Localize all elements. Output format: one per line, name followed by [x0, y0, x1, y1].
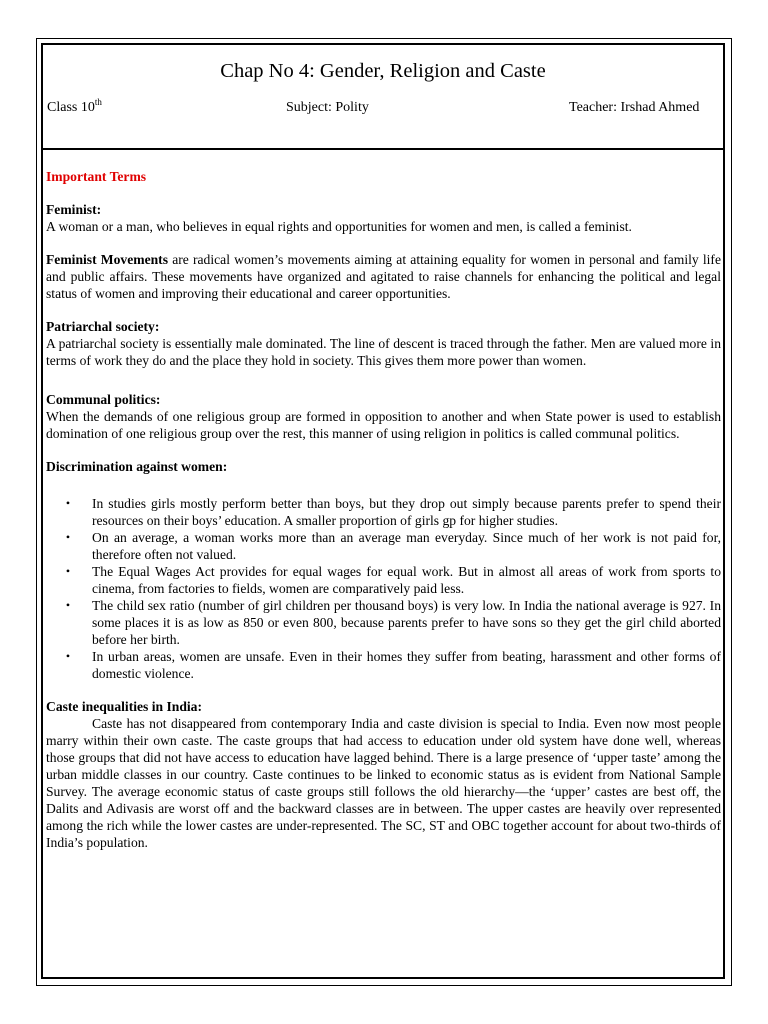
patriarchal-definition: A patriarchal society is essentially male dominated. The line of descent is traced through the father. Men are valued more in terms of work they do and the place they hold in society. This gives them more power than women. — [46, 336, 721, 368]
communal-heading: Communal politics: — [46, 392, 161, 407]
caste-heading: Caste inequalities in India: — [46, 699, 202, 714]
header-divider — [41, 148, 725, 150]
bullet-icon: • — [65, 649, 71, 663]
bullet-icon: • — [65, 564, 71, 578]
teacher-label: Teacher: Irshad Ahmed — [569, 100, 700, 115]
list-item: • The child sex ratio (number of girl children per thousand boys) is very low. In India the national average is 927. In some places it is as low as 850 or even 800, because parents prefer to have sons so they get the girl child aborted before her birth. — [46, 597, 721, 648]
list-item: • The Equal Wages Act provides for equal wages for equal work. But in almost all areas of work from sports to cinema, from factories to fields, women are comparatively paid less. — [46, 563, 721, 597]
discrimination-heading: Discrimination against women: — [46, 459, 228, 474]
patriarchal-heading: Patriarchal society: — [46, 319, 160, 334]
bullet-icon: • — [65, 598, 71, 612]
caste-paragraph: Caste has not disappeared from contemporary India and caste division is special to India. Even now most people marry within their own caste. The caste groups that had access to education under old system have done well, whereas those groups that did not have access to education have lagged behind. There is a large presence of ‘upper taste’ among the urban middle classes in our country. Caste continues to be linked to economic status as is evident from National Sample Survey. The average economic status of caste groups still follows the old hierarchy—the ‘upper’ castes are best off, the Dalits and Adivasis are worst off and the backward classes are in between. The upper castes are heavily over represented among the rich while the lower castes are under-represented. The SC, ST and OBC together account for about two-thirds of India’s population. — [46, 716, 721, 850]
bullet-icon: • — [65, 530, 71, 544]
feminist-movements-text: are radical women’s movements aiming at attaining equality for women in personal and family life and public affairs. These movements have organized and agitated to raise channels for enhancing the political and legal status of women and improving their educational and career opportunities. — [46, 252, 721, 301]
list-item: • In studies girls mostly perform better than boys, but they drop out simply because parents prefer to spend their resources on their boys’ education. A smaller proportion of girls gp for higher studies. — [46, 495, 721, 529]
feminist-movements-lead: Feminist Movements — [46, 252, 168, 267]
document-body — [46, 168, 721, 851]
feminist-movements-paragraph — [46, 251, 721, 302]
important-terms-heading: Important Terms — [46, 169, 147, 184]
class-text: Class 10 — [47, 100, 95, 115]
class-superscript: th — [94, 97, 102, 107]
bullet-icon: • — [65, 496, 71, 510]
document-title: Chap No 4: Gender, Religion and Caste — [220, 60, 546, 82]
list-item: • In urban areas, women are unsafe. Even in their homes they suffer from beating, harassment and other forms of domestic violence. — [46, 648, 721, 682]
list-item: • On an average, a woman works more than an average man everyday. Since much of her work is not paid for, therefore often not valued. — [46, 529, 721, 563]
feminist-definition: A woman or a man, who believes in equal rights and opportunities for women and men, is called a feminist. — [46, 219, 632, 234]
feminist-heading: Feminist: — [46, 202, 102, 217]
communal-definition: When the demands of one religious group are formed in opposition to another and when State power is used to establish domination of one religious group over the rest, this manner of using religion in politics is called communal politics. — [46, 409, 721, 441]
class-label — [47, 99, 102, 117]
discrimination-list — [46, 495, 721, 682]
subject-label: Subject: Polity — [286, 100, 369, 115]
